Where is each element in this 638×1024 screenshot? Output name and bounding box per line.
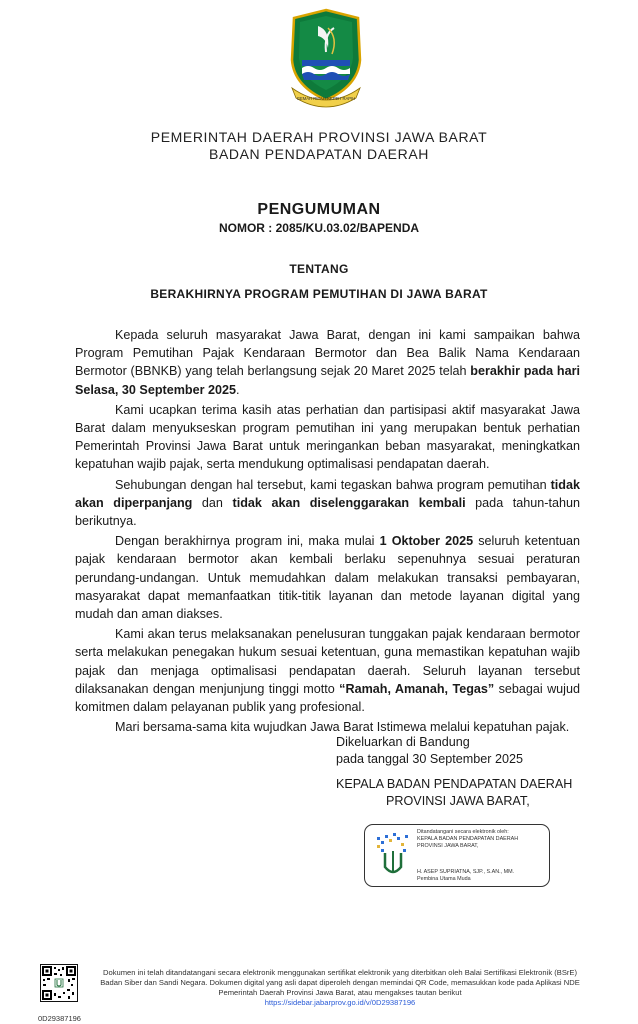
verification-qr-code [40,964,78,1002]
signatory-position: KEPALA BADAN PENDAPATAN DAERAH [336,777,573,791]
agency-name: BADAN PENDAPATAN DAERAH [209,146,429,162]
electronic-signature-box [364,824,550,887]
government-name: PEMERINTAH DAERAH PROVINSI JAWA BARAT [150,129,488,145]
paragraph-5: Kami akan terus melaksanakan penelusuran tunggakan pajak kendaraan bermotor serta melakukan penegakan hukum sesuai ketentuan, guna memastikan kepatuhan wajib pajak dan menjaga optimalisasi pendapatan daerah. Seluruh layanan tersebut dilaksanakan dengan menjunjung tinggi motto “Ramah, Amanah, Tegas” sebagai wujud komitmen dalam pelayanan publik yang profesional. [75,627,580,715]
jawa-barat-crest-logo [288,8,364,108]
announcement-body [75,326,580,736]
esign-caption: Ditandatangani secara elektronik oleh: [417,829,509,835]
footer-disclaimer [100,968,580,1008]
end-date-emphasis: berakhir pada hari Selasa, 30 September 2025 [75,364,580,397]
esign-signer-name: H. ASEP SUPRIATNA, SJP., S.AN., MM. [417,869,515,875]
esign-office: KEPALA BADAN PENDAPATAN DAERAH [417,836,519,842]
verification-link[interactable]: https://sidebar.jabarprov.go.id/v/0D29387196 [264,998,416,1007]
paragraph-6: Mari bersama-sama kita wujudkan Jawa Barat Istimewa melalui kepatuhan pajak. [115,720,570,735]
motto: “Ramah, Amanah, Tegas” [339,681,495,696]
crest-motto: GEMAH RIPAH REPEH RAPIH [296,96,356,101]
esign-province: PROVINSI JAWA BARAT, [417,843,479,849]
signatory-province: PROVINSI JAWA BARAT, [386,794,530,808]
qr-document-code: 0D29387196 [38,1014,81,1023]
issued-date: pada tanggal 30 September 2025 [336,752,523,766]
paragraph-4: Dengan berakhirnya program ini, maka mulai 1 Oktober 2025 seluruh ketentuan pajak kendaraan bermotor akan kembali berlaku sepenuhnya sesuai peraturan perundang-undangan. Untuk memudahkan dalam melakukan transaksi pembayaran, masyarakat dapat memanfaatkan titik-titik layanan dan metode layanan digital yang mudah dan aman diakses. [75,534,580,622]
announcement-title: PENGUMUMAN [257,201,381,218]
footer-text: Dokumen ini telah ditandatangani secara elektronik menggunakan sertifikat elektronik yang diterbitkan oleh Balai Sertifikasi Elektronik (BSrE) Badan Siber dan Sandi Negara. Dokumen digital yang asli dapat diperoleh dengan memindai QR Code, memasukkan kode pada Aplikasi NDE Pemerintah Daerah Provinsi Jawa Barat, atau mengakses tautan berikut [100,968,580,997]
paragraph-2: Kami ucapkan terima kasih atas perhatian dan partisipasi aktif masyarakat Jawa Barat dalam menyukseskan program pemutihan ini yang merupakan bentuk perhatian Pemerintah Provinsi Jawa Barat untuk meringankan beban masyarakat, meningkatkan kepatuhan wajib pajak, serta mendukung optimalisasi pendapatan daerah. [75,402,580,472]
announcement-subject: BERAKHIRNYA PROGRAM PEMUTIHAN DI JAWA BARAT [150,287,488,301]
esign-signer-rank: Pembina Utama Muda [417,876,471,882]
paragraph-1: Kepada seluruh masyarakat Jawa Barat, dengan ini kami sampaikan bahwa Program Pemutihan Pajak Kendaraan Bermotor dan Bea Balik Nama Kendaraan Bermotor (BBNKB) yang telah berlangsung sejak 20 Maret 2025 telah berakhir pada hari Selasa, 30 September 2025. [75,328,580,397]
issued-place: Dikeluarkan di Bandung [336,735,470,749]
announcement-number: NOMOR : 2085/KU.03.02/BAPENDA [218,221,420,235]
bsre-signature-icon [375,831,411,879]
paragraph-3: Sehubungan dengan hal tersebut, kami tegaskan bahwa program pemutihan tidak akan diperpanjang dan tidak akan diselenggarakan kembali pada tahun-tahun berikutnya. [75,477,580,529]
announcement-about-label: TENTANG [289,262,349,276]
